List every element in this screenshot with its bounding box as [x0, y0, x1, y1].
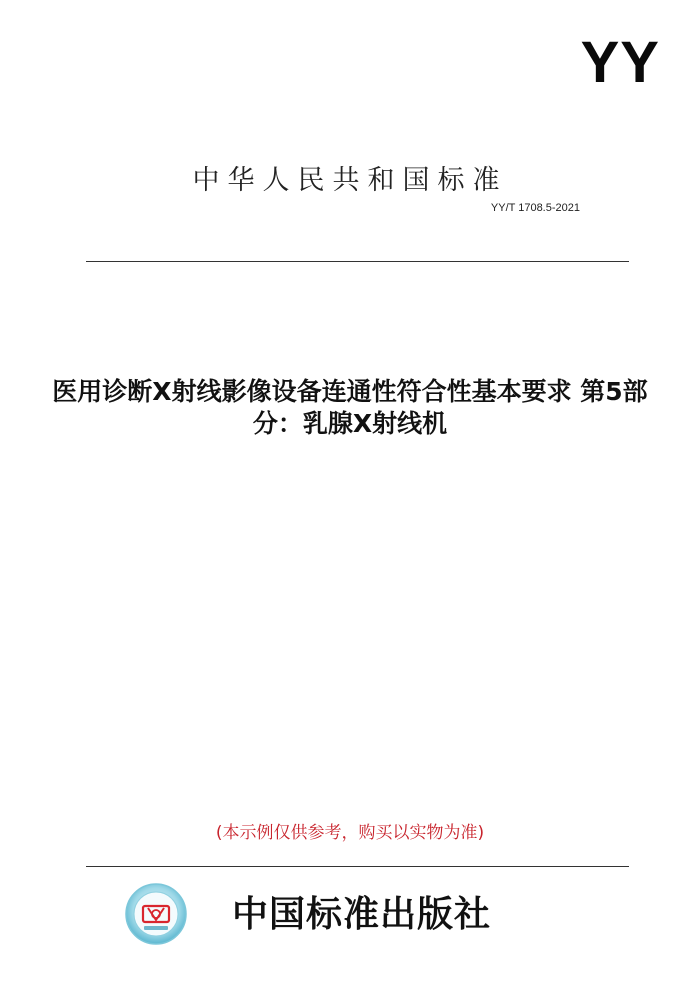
bottom-divider: [86, 866, 629, 867]
national-standard-title: 中华人民共和国标准: [192, 165, 508, 196]
publisher-seal-icon: [124, 882, 188, 946]
standard-code-mark: YY: [580, 30, 660, 95]
publisher-name: 中国标准出版社: [232, 893, 492, 935]
top-divider: [86, 261, 629, 262]
standard-number: YY/T 1708.5-2021: [490, 202, 580, 214]
sample-notice: (本示例仅供参考，购买以实物为准): [215, 823, 485, 843]
document-title: 医用诊断X射线影像设备连通性符合性基本要求 第5部分：乳腺X射线机: [52, 377, 648, 438]
